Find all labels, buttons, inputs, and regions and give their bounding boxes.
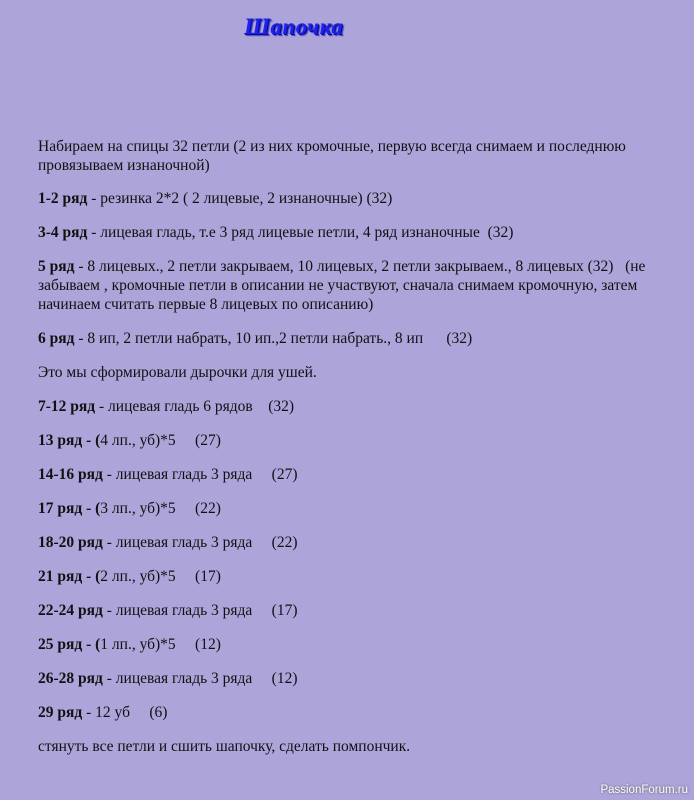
- watermark: PassionForum.ru: [600, 784, 688, 796]
- row-text: - лицевая гладь 3 ряда (27): [102, 466, 298, 483]
- row-instruction: [38, 567, 678, 586]
- row-text: - 8 ип, 2 петли набрать, 10 ип.,2 петли набрать., 8 ип (32): [74, 330, 473, 347]
- row-text: - лицевая гладь 6 рядов (32): [95, 398, 295, 415]
- intro-paragraph: Набираем на спицы 32 петли (2 из них кромочные, первую всегда снимаем и последнюю провязываем изнаночной): [38, 138, 630, 174]
- outro-paragraph: стянуть все петли и сшить шапочку, сделать помпончик.: [38, 738, 411, 755]
- row-instruction: [38, 329, 678, 348]
- row-text: - лицевая гладь 3 ряда (17): [102, 602, 298, 619]
- row-label: 21 ряд - (: [38, 568, 101, 585]
- row-label: 22-24 ряд: [38, 602, 103, 619]
- row-label: 17 ряд - (: [38, 500, 101, 517]
- row-instruction: [38, 257, 678, 314]
- row-instruction: [38, 601, 678, 620]
- row-text: 4 лп., уб)*5 (27): [100, 432, 221, 449]
- row-label: 18-20 ряд: [38, 534, 103, 551]
- row-label: 14-16 ряд: [38, 466, 103, 483]
- row-label: 1-2 ряд: [38, 190, 88, 207]
- note-paragraph: Это мы сформировали дырочки для ушей.: [38, 364, 317, 381]
- row-instruction: [38, 533, 678, 552]
- row-label: 6 ряд: [38, 330, 75, 347]
- row-text: - резинка 2*2 ( 2 лицевые, 2 изнаночные) (32): [87, 190, 393, 207]
- row-text: - лицевая гладь, т.е 3 ряд лицевые петли, 4 ряд изнаночные (32): [87, 224, 514, 241]
- row-instruction: [38, 499, 678, 518]
- row-instruction: [38, 703, 678, 722]
- row-text: - лицевая гладь 3 ряда (12): [102, 670, 298, 687]
- row-text: 1 лп., уб)*5 (12): [100, 636, 221, 653]
- row-text: - 12 уб (6): [82, 704, 168, 721]
- row-label: 7-12 ряд: [38, 398, 96, 415]
- row-text: - лицевая гладь 3 ряда (22): [102, 534, 298, 551]
- row-text: 2 лп., уб)*5 (17): [100, 568, 221, 585]
- row-text: - 8 лицевых., 2 петли закрываем, 10 лицевых, 2 петли закрываем., 8 лицевых (32) (не забываем , кромочные петли в описании не участвуют, сначала снимаем кромочную, затем начинаем считать первые 8 лицевых по описанию): [38, 258, 650, 313]
- row-label: 26-28 ряд: [38, 670, 103, 687]
- row-instruction: [38, 397, 678, 416]
- row-instruction: [38, 223, 678, 242]
- row-label: 5 ряд: [38, 258, 75, 275]
- row-label: 3-4 ряд: [38, 224, 88, 241]
- row-instruction: [38, 669, 678, 688]
- row-label: 13 ряд - (: [38, 432, 101, 449]
- row-instruction: [38, 635, 678, 654]
- page-title: Шапочка: [244, 14, 344, 39]
- row-label: 29 ряд: [38, 704, 83, 721]
- row-label: 25 ряд - (: [38, 636, 101, 653]
- pattern-text: [38, 137, 678, 771]
- row-instruction: [38, 431, 678, 450]
- row-instruction: [38, 189, 678, 208]
- row-text: 3 лп., уб)*5 (22): [100, 500, 221, 517]
- row-instruction: [38, 465, 678, 484]
